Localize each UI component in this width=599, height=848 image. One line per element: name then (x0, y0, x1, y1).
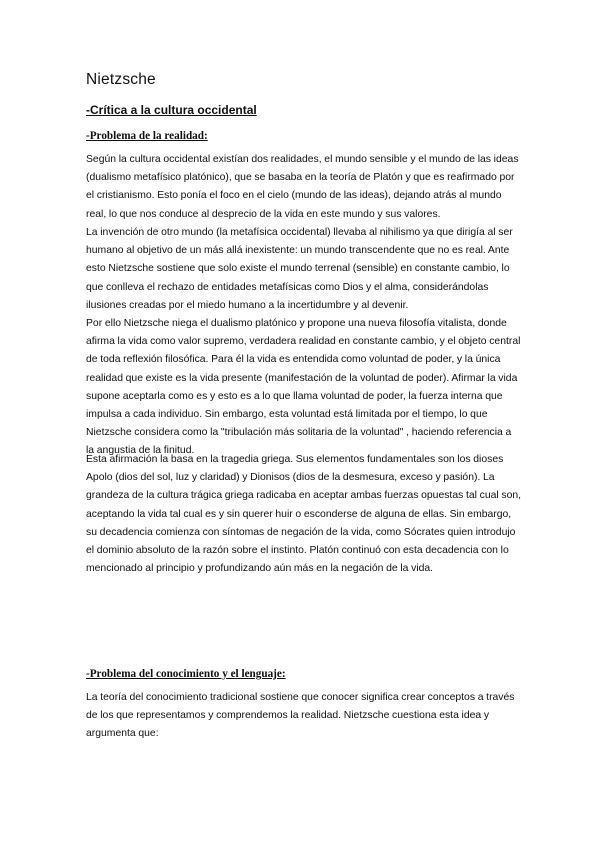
paragraph: Esta afirmación la basa en la tragedia griega. Sus elementos fundamentales son los dioses Apolo (dios del sol, luz y claridad) y Dionisos (dios de la desmesura, exceso y pasión). La grandeza de la cultura trágica griega radicaba en aceptar ambas fuerzas opuestas tal cual son, aceptando la vida tal cual es y sin querer huir o esconderse de alguna de ellas. Sin embargo, su decadencia comienza con síntomas de negación de la vida, como Sócrates quien introdujo el dominio absoluto de la razón sobre el instinto. Platón continuó con esta decadencia con lo mencionado al principio y profundizando aún más en la negación de la vida. (86, 454, 522, 575)
subsection-heading-reality: -Problema de la realidad: (86, 130, 208, 142)
paragraph: La teoría del conocimiento tradicional sostiene que conocer significa crear conceptos a través de los que representamos y comprendemos la realidad. Nietzsche cuestiona esta idea y argumenta que: (86, 692, 515, 740)
document-title: Nietzsche (86, 71, 156, 88)
subsection-heading-knowledge: -Problema del conocimiento y el lenguaje: (86, 668, 286, 680)
section-heading: -Crítica a la cultura occidental (86, 103, 257, 117)
paragraph: Según la cultura occidental existían dos realidades, el mundo sensible y el mundo de las ideas (dualismo metafísico platónico), que se basaba en la teoría de Platón y que es reafirmado por el cristianismo. Esto ponía el foco en el cielo (mundo de las ideas), dejando atrás al mundo real, lo que nos conduce al desprecio de la vida en este mundo y sus valores. (86, 154, 519, 220)
paragraph: Por ello Nietzsche niega el dualismo platónico y propone una nueva filosofía vitalista, donde afirma la vida como valor supremo, verdadera realidad en constante cambio, y el objeto central de toda reflexión filosófica. Para él la vida es entendida como voluntad de poder, y la única realidad que existe es la vida presente (manifestación de la voluntad de poder). Afirmar la vida supone aceptarla como es y esto es a lo que llama voluntad de poder, la fuerza interna que impulsa a cada individuo. Sin embargo, esta voluntad está limitada por el tiempo, lo que Nietzsche considera como la "tribulación más solitaria de la voluntad" , haciendo referencia a la angustia de la finitud. (86, 318, 521, 457)
paragraph: La invención de otro mundo (la metafísica occidental) llevaba al nihilismo ya que dirigía al ser humano al objetivo de un más allá inexistente: un mundo transcendente que no es real. Ante esto Nietzsche sostiene que solo existe el mundo terrenal (sensible) en constante cambio, lo que conlleva el rechazo de entidades metafísicas como Dios y el alma, considerándolas ilusiones creadas por el miedo humano a la incertidumbre y al devenir. (86, 227, 513, 311)
